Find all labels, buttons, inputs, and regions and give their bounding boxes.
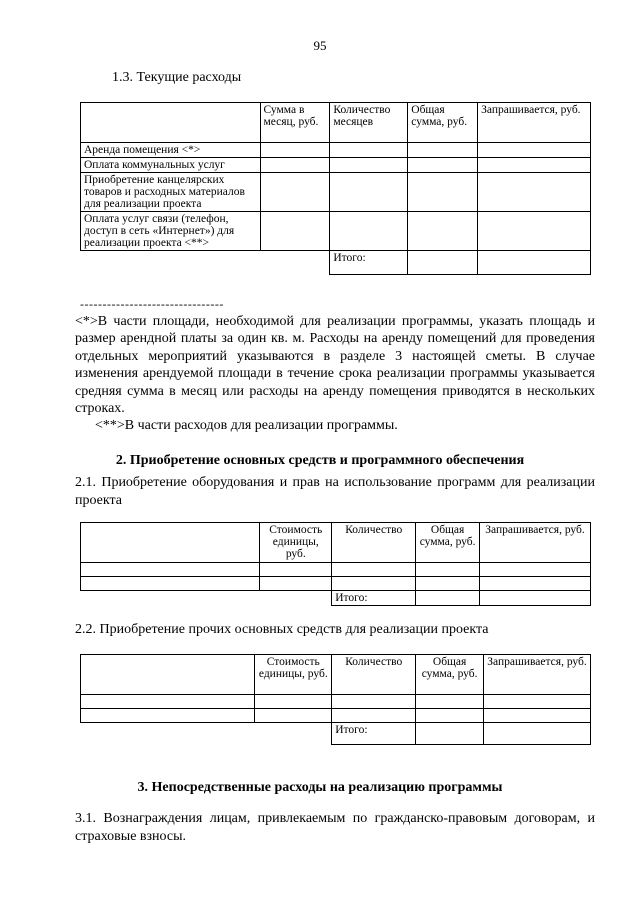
row-label: Приобретение канцелярских товаров и расходных материалов для реализации проекта (81, 173, 261, 212)
header-requested: Запрашивается, руб. (478, 103, 591, 143)
table-equipment (80, 522, 591, 606)
section-2-1-text: 2.1. Приобретение оборудования и прав на использование программ для реализации проекта (75, 475, 595, 508)
total-row (81, 591, 591, 606)
table-row (81, 143, 591, 158)
footnote-rule: -------------------------------- (80, 297, 224, 311)
total-label: Итого: (332, 723, 416, 745)
header-monthly-sum: Сумма в месяц, руб. (260, 103, 330, 143)
header-total-sum: Общая сумма, руб. (416, 655, 484, 695)
section-2-2-text: 2.2. Приобретение прочих основных средств для реализации проекта (75, 622, 489, 637)
section-3-title: 3. Непосредственные расходы на реализацию программы (137, 780, 503, 795)
total-label: Итого: (330, 251, 408, 275)
total-row (81, 723, 591, 745)
header-requested: Запрашивается, руб. (480, 523, 591, 563)
total-row (81, 251, 591, 275)
row-label: Аренда помещения <*> (81, 143, 261, 158)
section-3-1-text: 3.1. Вознаграждения лицам, привлекаемым по гражданско-правовым договорам, и страховые взносы. (75, 811, 595, 844)
section-2-title: 2. Приобретение основных средств и программного обеспечения (115, 453, 525, 468)
header-requested: Запрашивается, руб. (484, 655, 591, 695)
header-total-sum: Общая сумма, руб. (408, 103, 478, 143)
header-unit-cost: Стоимость единицы, руб. (255, 655, 332, 695)
footnote-1: <*>В части площади, необходимой для реализации программы, указать площадь и размер арендной платы за один кв. м. Расходы на аренду помещений для проведения отдельных мероприятий указываются в разделе 3 настоящей сметы. В случае изменения арендуемой площади в течение срока реализации программы указывается средняя сумма в месяц или расходы на аренду помещения приводятся в нескольких строках. (75, 314, 595, 417)
header-empty (81, 103, 261, 143)
footnote-2: <**>В части расходов для реализации программы. (95, 418, 398, 434)
header-total-sum: Общая сумма, руб. (416, 523, 480, 563)
row-label: Оплата услуг связи (телефон, доступ в сеть «Интернет») для реализации проекта <**> (81, 212, 261, 251)
header-months-count: Количество месяцев (330, 103, 408, 143)
page-number: 95 (313, 38, 327, 53)
table-row (81, 212, 591, 251)
table-other-fixed-assets (80, 654, 591, 745)
total-label: Итого: (332, 591, 416, 606)
table-row (81, 173, 591, 212)
table-current-expenses (80, 102, 591, 275)
header-quantity: Количество (332, 523, 416, 563)
header-unit-cost: Стоимость единицы, руб. (260, 523, 332, 563)
section-1-3-title: 1.3. Текущие расходы (112, 70, 242, 85)
table-row (81, 563, 591, 577)
table-row (81, 709, 591, 723)
footnotes (75, 313, 595, 435)
header-quantity: Количество (332, 655, 416, 695)
table-row (81, 577, 591, 591)
row-label: Оплата коммунальных услуг (81, 158, 261, 173)
table-row (81, 695, 591, 709)
table-row (81, 158, 591, 173)
